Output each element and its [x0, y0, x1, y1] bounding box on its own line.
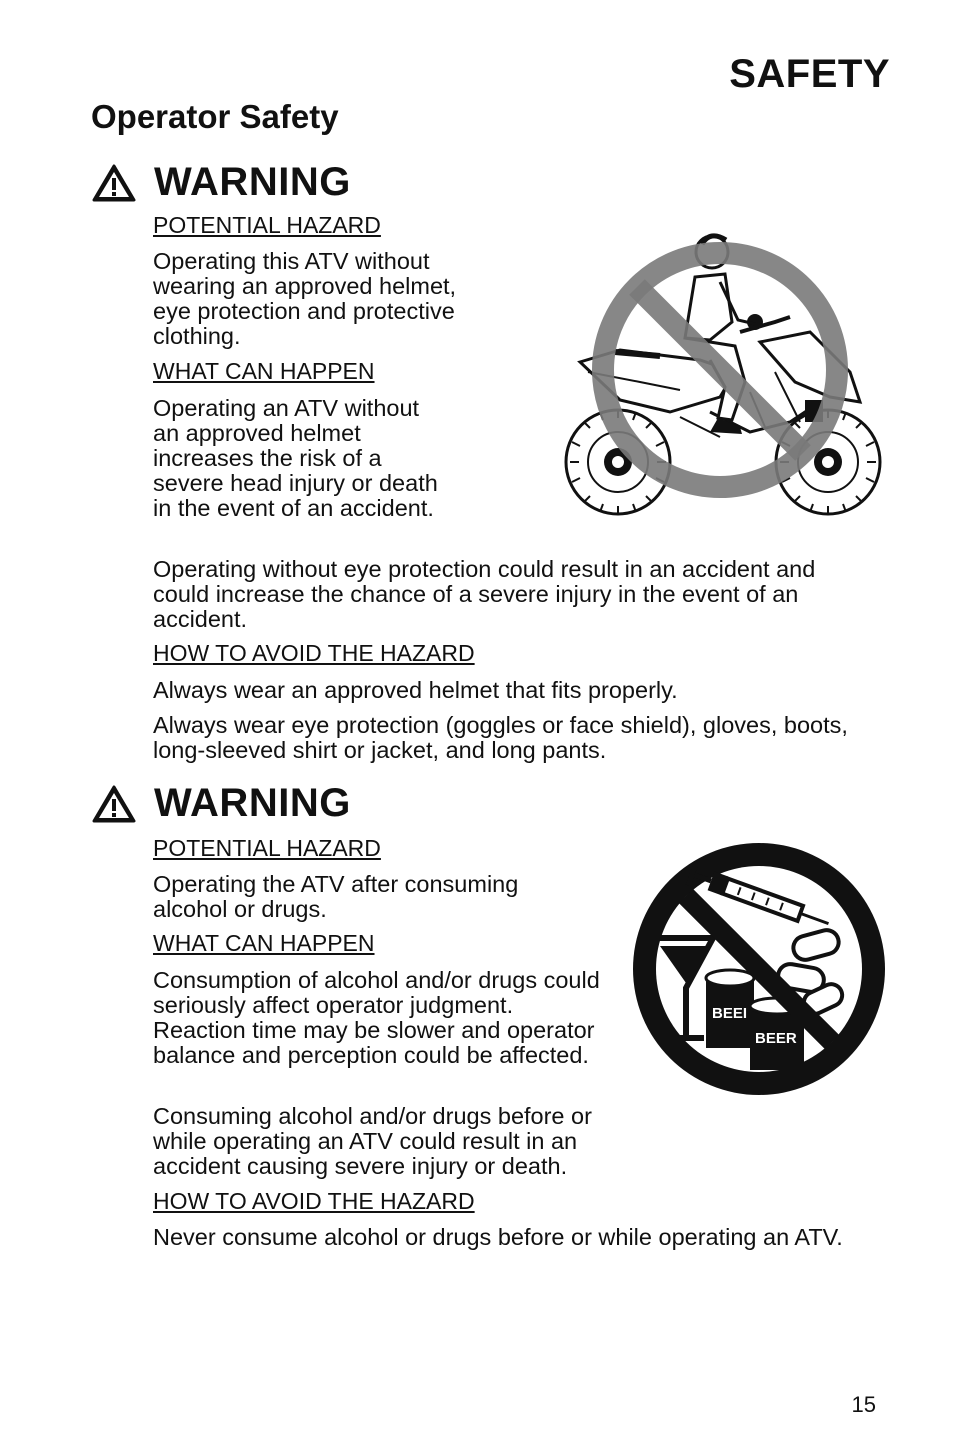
warning-triangle-icon — [92, 163, 136, 203]
warning-2-potential-hazard-text: Operating the ATV after consuming alcohol or drugs. — [153, 871, 519, 922]
section-title: SAFETY — [729, 52, 890, 96]
warning-1-how-to-avoid-text-2: Always wear eye protection (goggles or face shield), gloves, boots, long-sleeved shirt or jacket, and long pants. — [153, 712, 848, 763]
warning-2-heading — [92, 781, 351, 826]
warning-1-how-to-avoid-text-1: Always wear an approved helmet that fits properly. — [153, 677, 678, 703]
can-label-2: BEER — [755, 1030, 797, 1047]
warning-1-how-to-avoid-label: HOW TO AVOID THE HAZARD — [153, 640, 475, 666]
page-number: 15 — [851, 1392, 876, 1417]
warning-1-potential-hazard-label: POTENTIAL HAZARD — [153, 212, 381, 238]
warning-1-heading — [92, 160, 351, 205]
warning-2-title: WARNING — [154, 781, 351, 825]
warning-1-what-can-happen-text-2: Operating without eye protection could result in an accident and could increase the chance of a severe injury in the event of an accident. — [153, 556, 816, 632]
warning-2-potential-hazard-label: POTENTIAL HAZARD — [153, 835, 381, 861]
warning-2-how-to-avoid-text-1: Never consume alcohol or drugs before or while operating an ATV. — [153, 1224, 843, 1250]
warning-2-what-can-happen-label: WHAT CAN HAPPEN — [153, 930, 375, 956]
warning-2-what-can-happen-text-2: Consuming alcohol and/or drugs before or while operating an ATV could result in an accident causing severe injury or death. — [153, 1103, 592, 1179]
warning-1-potential-hazard-text: Operating this ATV without wearing an approved helmet, eye protection and protective clothing. — [153, 248, 457, 349]
warning-2-how-to-avoid-label: HOW TO AVOID THE HAZARD — [153, 1188, 475, 1214]
warning-triangle-icon — [92, 784, 136, 824]
subsection-title: Operator Safety — [91, 98, 339, 135]
warning-2-what-can-happen-text-1: Consumption of alcohol and/or drugs could seriously affect operator judgment. Reaction time may be slower and operator balance and perception could be affected. — [153, 967, 600, 1068]
no-helmet-atv-illustration — [560, 222, 885, 522]
warning-1-title: WARNING — [154, 160, 351, 204]
warning-1-what-can-happen-label: WHAT CAN HAPPEN — [153, 358, 375, 384]
can-label-1: BEEI — [712, 1005, 748, 1022]
warning-1-what-can-happen-text-1: Operating an ATV without an approved helmet increases the risk of a severe head injury or death in the event of an accident. — [153, 395, 438, 521]
no-alcohol-drugs-illustration — [628, 838, 890, 1100]
